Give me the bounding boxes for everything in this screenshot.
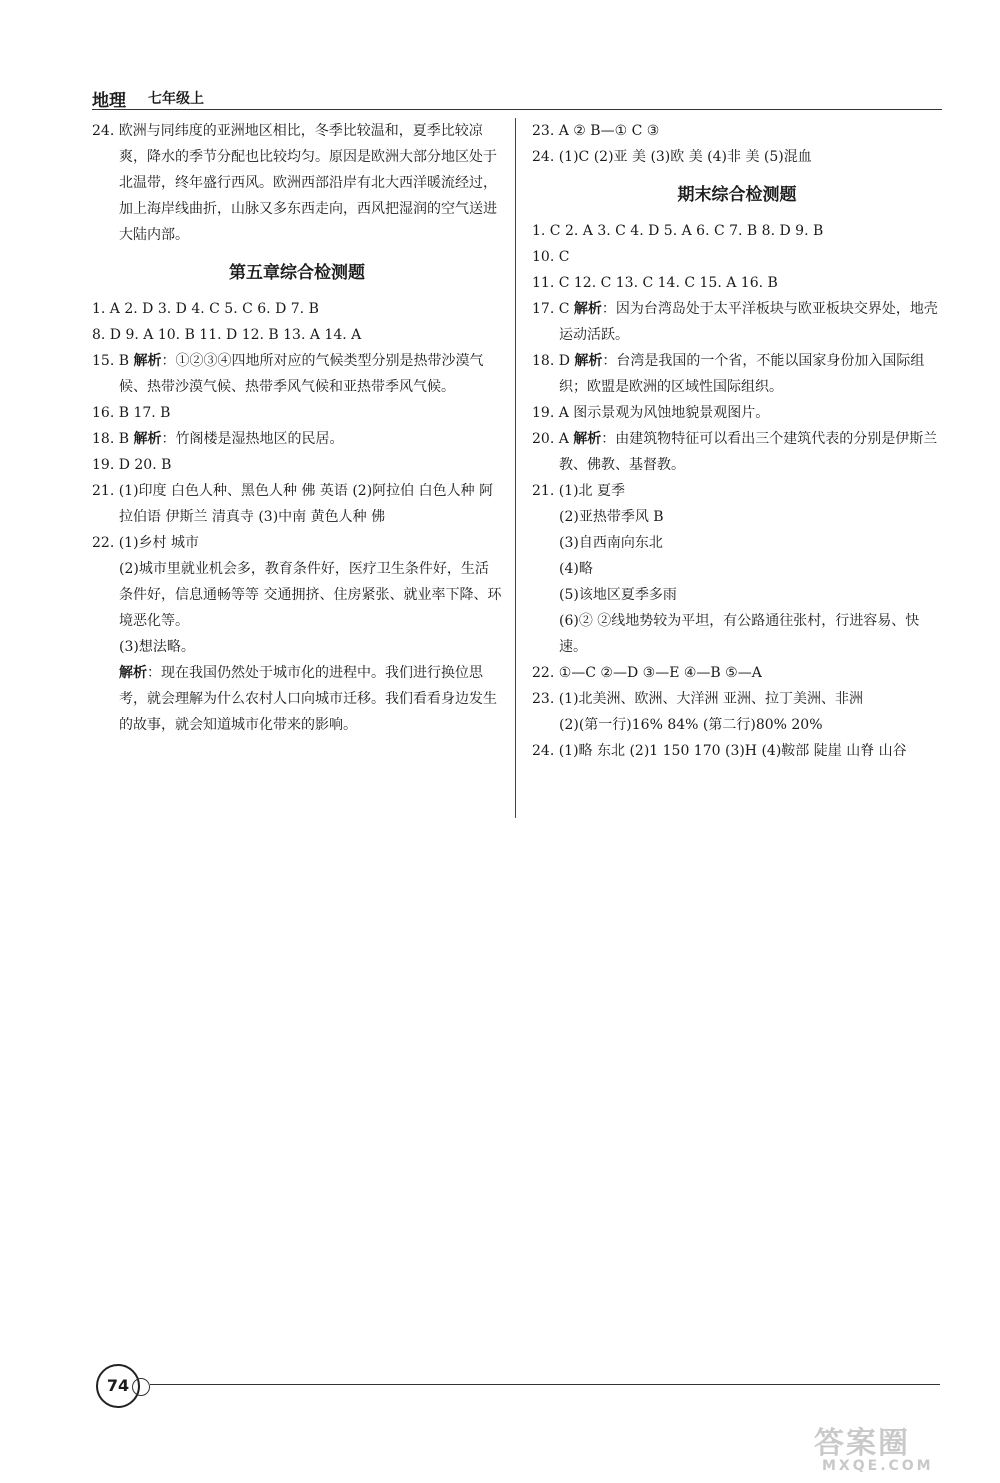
- grade-label: 七年级上: [148, 91, 204, 107]
- answer-line-3: 11. C 12. C 13. C 14. C 15. A 16. B: [532, 275, 778, 291]
- watermark: [806, 1418, 996, 1478]
- answer-line-2: 8. D 9. A 10. B 11. D 12. B 13. A 14. A: [92, 327, 362, 343]
- answer-18: 18. B 解析：竹阁楼是湿热地区的民居。: [92, 431, 344, 447]
- page-number-ornament: [132, 1378, 150, 1396]
- left-column: [92, 118, 502, 738]
- answer-15: 15. B 解析：①②③④四地所对应的气候类型分别是热带沙漠气候、热带沙漠气候、热带季风气候和亚热带季风气候。: [92, 353, 484, 395]
- page-header: [92, 86, 942, 110]
- answer-23b-2: (2)(第一行)16% 84% (第二行)80% 20%: [559, 717, 823, 733]
- answer-16: 16. B 17. B: [92, 405, 171, 421]
- answer-22-1: 22. (1)乡村 城市: [92, 535, 199, 551]
- page-number: 74: [96, 1364, 140, 1408]
- answer-24: 24. 欧洲与同纬度的亚洲地区相比，冬季比较温和，夏季比较凉爽，降水的季节分配也比较均匀。原因是欧洲大部分地区处于北温带，终年盛行西风。欧洲西部沿岸有北大西洋暖流经过，加上海岸线曲折，山脉又多东西走向，西风把湿润的空气送进大陆内部。: [92, 123, 497, 243]
- answer-line-1: 1. C 2. A 3. C 4. D 5. A 6. C 7. B 8. D 9. B: [532, 223, 824, 239]
- answer-23b-1: 23. (1)北美洲、欧洲、大洋洲 亚洲、拉丁美洲、非洲: [532, 691, 863, 707]
- answer-line-1: 1. A 2. D 3. D 4. C 5. C 6. D 7. B: [92, 301, 319, 317]
- answer-22-2: (2)城市里就业机会多，教育条件好，医疗卫生条件好，生活条件好，信息通畅等等 交通拥挤、住房紧张、就业率下降、环境恶化等。: [119, 561, 502, 629]
- answer-20: 20. A 解析：由建筑物特征可以看出三个建筑代表的分别是伊斯兰教、佛教、基督教。: [532, 431, 938, 473]
- answer-21-4: (4)略: [559, 561, 593, 577]
- answer-22-3: (3)想法略。: [119, 639, 195, 655]
- answer-21-2: (2)亚热带季风 B: [559, 509, 664, 525]
- answer-21-5: (5)该地区夏季多雨: [559, 587, 677, 603]
- answer-21-1: 21. (1)北 夏季: [532, 483, 625, 499]
- answer-21: 21. (1)印度 白色人种、黑色人种 佛 英语 (2)阿拉伯 白色人种 阿拉伯语 伊斯兰 清真寺 (3)中南 黄色人种 佛: [92, 483, 494, 525]
- answer-21-3: (3)自西南向东北: [559, 535, 663, 551]
- final-exam-title: 期末综合检测题: [677, 185, 797, 205]
- answer-24b: 24. (1)略 东北 (2)1 150 170 (3)H (4)鞍部 陡崖 山脊 山谷: [532, 743, 907, 759]
- answer-22: 22. ①—C ②—D ③—E ④—B ⑤—A: [532, 665, 762, 681]
- column-divider: [515, 118, 516, 818]
- answer-19: 19. A 图示景观为风蚀地貌景观图片。: [532, 405, 770, 421]
- subject-title: 地理: [92, 91, 126, 111]
- chapter5-title: 第五章综合检测题: [229, 263, 365, 283]
- watermark-text: 答案圈: [814, 1426, 910, 1461]
- footer-rule: [150, 1384, 940, 1385]
- header-rule: [92, 109, 942, 110]
- right-column: [532, 118, 942, 764]
- answer-19: 19. D 20. B: [92, 457, 172, 473]
- answer-17: 17. C 解析：因为台湾岛处于太平洋板块与欧亚板块交界处，地壳运动活跃。: [532, 301, 938, 343]
- answer-22-analysis: 解析：现在我国仍然处于城市化的进程中。我们进行换位思考，就会理解为什么农村人口向城市迁移。我们看看身边发生的故事，就会知道城市化带来的影响。: [119, 665, 497, 733]
- answer-21-6: (6)② ②线地势较为平坦，有公路通往张村，行进容易、快速。: [559, 613, 920, 655]
- answer-line-2: 10. C: [532, 249, 570, 265]
- answer-18: 18. D 解析：台湾是我国的一个省，不能以国家身份加入国际组织；欧盟是欧洲的区域性国际组织。: [532, 353, 925, 395]
- answer-24: 24. (1)C (2)亚 美 (3)欧 美 (4)非 美 (5)混血: [532, 149, 812, 165]
- watermark-url: MXQE.COM: [822, 1458, 934, 1474]
- answer-23: 23. A ② B—① C ③: [532, 123, 660, 139]
